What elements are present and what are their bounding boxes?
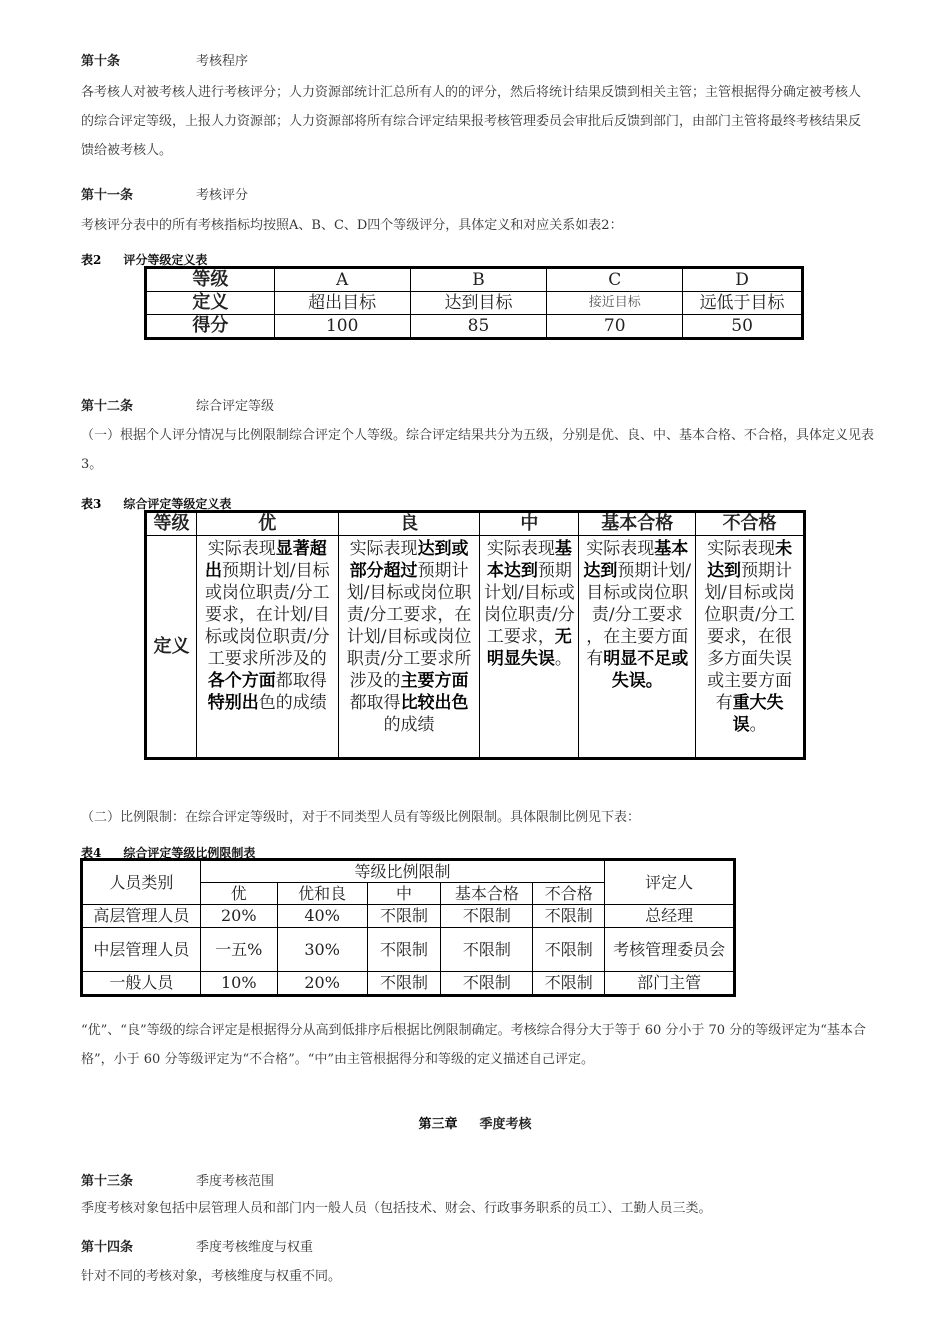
table-cell: 高层管理人员 (83, 905, 201, 928)
table-cell: 不限制 (441, 928, 533, 972)
table-cell: 不限制 (441, 905, 533, 928)
table-header-cell: 优 (200, 883, 277, 905)
table-cell: 10% (200, 972, 277, 995)
table4-caption (81, 844, 255, 861)
emphasis-text: 主要方面 (400, 671, 469, 691)
article-11-number: 第十一条 (81, 188, 134, 203)
table4-caption-number: 表4 (81, 846, 102, 860)
definition-cell-fail (696, 536, 804, 758)
emphasis-text: 未达到 (707, 539, 793, 581)
table2-caption-number: 表2 (81, 253, 102, 267)
table-header-cell: 基本合格 (579, 513, 696, 536)
ratio-limit-text: （二）比例限制：在综合评定等级时，对于不同类型人员有等级比例限制。具体限制比例见下表： (81, 810, 641, 825)
article-12-title: 综合评定等级 (196, 399, 275, 414)
table-header-cell: 良 (338, 513, 480, 536)
table-cell: 50 (683, 315, 802, 338)
article-14-title: 季度考核维度与权重 (196, 1240, 314, 1255)
table-cell: 接近目标 (547, 292, 683, 315)
grade-rule-text: “优”、“良”等级的综合评定是根据得分从高到低排序后根据比例限制确定。考核综合得分大于等于 60 分小于 70 分的等级评定为“基本合格”，小于 60 分等级评定为“不合格”。“中”由主管根据得分和等级的定义描述自己评定。 (81, 1023, 866, 1067)
table-cell: 部门主管 (605, 972, 734, 995)
definition-text: 预期计划/目标或岗位职责/分工要求，在很多方面失误或主要方面有 (704, 561, 795, 713)
definition-text: 预期计划/目标或岗位职责/分工要求，在计划/目标或岗位职责/分工要求所涉及的 (346, 561, 472, 691)
table-row (147, 269, 802, 292)
article-11-title: 考核评分 (196, 188, 249, 203)
table-cell: 85 (410, 315, 547, 338)
ratio-limit-table (82, 860, 734, 995)
table-row (83, 972, 734, 995)
table-header-cell: C (547, 269, 683, 292)
table-header-cell: 评定人 (605, 861, 734, 905)
table-cell: 40% (277, 905, 367, 928)
table3-caption-number: 表3 (81, 497, 102, 511)
table-header-cell: 不合格 (696, 513, 804, 536)
article-10-number: 第十条 (81, 54, 121, 69)
definition-text: 实际表现 (207, 539, 276, 559)
table2-caption (81, 251, 207, 268)
article-13-number: 第十三条 (81, 1174, 134, 1189)
table3-caption (81, 495, 231, 512)
article-13-text: 季度考核对象包括中层管理人员和部门内一般人员（包括技术、财会、行政事务职系的员工）、工勤人员三类。 (81, 1201, 712, 1216)
chapter-number: 第三章 (418, 1117, 458, 1132)
table-cell: 超出目标 (274, 292, 410, 315)
table-row (83, 905, 734, 928)
definition-text: 预期计划/目标或岗位职责/分工要求，在计划/目标或岗位职责/分工要求所涉及的 (204, 561, 330, 669)
emphasis-text: 各个方面 (207, 671, 276, 691)
table-header-cell: B (410, 269, 547, 292)
emphasis-text: 基本达到 (583, 539, 689, 581)
definition-text: 实际表现 (707, 539, 776, 559)
table-header-cell: 人员类别 (83, 861, 201, 905)
definition-cell-average (480, 536, 579, 758)
table4-caption-title: 综合评定等级比例限制表 (123, 846, 256, 860)
table-header-cell: 优和良 (277, 883, 367, 905)
article-12-text: （一）根据个人评分情况与比例限制综合评定个人等级。综合评定结果共分为五级，分别是优、良、中、基本合格、不合格，具体定义见表3。 (81, 428, 875, 472)
table-cell: 20% (200, 905, 277, 928)
definition-cell-excellent (196, 536, 338, 758)
article-12-number: 第十二条 (81, 399, 134, 414)
article-11-text: 考核评分表中的所有考核指标均按照A、B、C、D四个等级评分，具体定义和对应关系如表2： (81, 218, 623, 233)
definition-text: 都取得 (275, 671, 327, 691)
definition-text: 色的成绩 (258, 693, 327, 713)
table-header-cell: D (683, 269, 802, 292)
table-row (147, 292, 802, 315)
table-header-cell: 等级 (147, 513, 197, 536)
table-cell: 30% (277, 928, 367, 972)
table-header-cell: 基本合格 (441, 883, 533, 905)
table-cell: 一般人员 (83, 972, 201, 995)
emphasis-text: 比较出色 (400, 693, 469, 713)
article-10-title: 考核程序 (196, 54, 249, 69)
table-header-cell: 中 (367, 883, 441, 905)
table3-caption-title: 综合评定等级定义表 (123, 497, 232, 511)
table-cell: 远低于目标 (683, 292, 802, 315)
table-cell: 达到目标 (410, 292, 547, 315)
emphasis-text: 基本达到 (486, 539, 572, 581)
table-cell: 100 (274, 315, 410, 338)
table-row-label: 定义 (147, 292, 275, 315)
emphasis-text: 无明显失误 (486, 627, 572, 669)
table-header-cell: 中 (480, 513, 579, 536)
definition-text: 实际表现 (349, 539, 418, 559)
definition-text: 。 (749, 715, 767, 735)
definition-text: 都取得 (349, 693, 401, 713)
table-cell: 不限制 (367, 928, 441, 972)
table-row (147, 536, 804, 758)
chapter-heading (0, 1113, 950, 1132)
definition-cell-good (338, 536, 480, 758)
emphasis-text: 明显不足或失误。 (603, 649, 689, 691)
table-row (83, 861, 734, 883)
table-header-cell: 等级比例限制 (200, 861, 604, 883)
table-row (147, 513, 804, 536)
article-14-number: 第十四条 (81, 1240, 134, 1255)
article-13-title: 季度考核范围 (196, 1174, 275, 1189)
definition-text: 预期计划/目标或岗位职责/分工要求 ，在主要方面有 (586, 561, 692, 669)
emphasis-text: 达到或部分超过 (349, 539, 469, 581)
definition-text: 预期计划/目标或岗位职责/分工要求， (484, 561, 575, 647)
table-cell: 不限制 (533, 972, 605, 995)
table2-caption-title: 评分等级定义表 (123, 253, 208, 267)
chapter-title: 季度考核 (479, 1117, 532, 1132)
table-cell: 考核管理委员会 (605, 928, 734, 972)
table-cell: 一五% (200, 928, 277, 972)
grade-definition-table (146, 268, 802, 338)
table-cell: 70 (547, 315, 683, 338)
definition-text: 实际表现 (586, 539, 655, 559)
definition-text: 实际表现 (486, 539, 555, 559)
table-row (83, 928, 734, 972)
table-header-cell: 不合格 (533, 883, 605, 905)
table-cell: 20% (277, 972, 367, 995)
table-header-cell: 等级 (147, 269, 275, 292)
table-cell: 不限制 (533, 928, 605, 972)
article-10-text: 各考核人对被考核人进行考核评分；人力资源部统计汇总所有人的的评分，然后将统计结果反馈到相关主管；主管根据得分确定被考核人的综合评定等级，上报人力资源部；人力资源部将所有综合评定结果报考核管理委员会审批后反馈到部门，由部门主管将最终考核结果反馈给被考核人。 (81, 85, 862, 158)
table-cell: 不限制 (533, 905, 605, 928)
overall-grade-definition-table (146, 512, 804, 758)
emphasis-text: 重大失误 (732, 693, 784, 735)
table-header-cell: A (274, 269, 410, 292)
table-cell: 中层管理人员 (83, 928, 201, 972)
table-cell: 不限制 (367, 905, 441, 928)
table-cell: 总经理 (605, 905, 734, 928)
article-14-text: 针对不同的考核对象，考核维度与权重不同。 (81, 1269, 342, 1284)
table-row-label: 得分 (147, 315, 275, 338)
definition-text: 的成绩 (383, 715, 435, 735)
table-header-cell: 优 (196, 513, 338, 536)
definition-cell-basic-pass (579, 536, 696, 758)
emphasis-text: 特别出 (207, 693, 259, 713)
table-row (147, 315, 802, 338)
emphasis-text: 显著超出 (204, 539, 327, 581)
table-row-label: 定义 (147, 536, 197, 758)
table-cell: 不限制 (367, 972, 441, 995)
table-cell: 不限制 (441, 972, 533, 995)
definition-text: 。 (554, 649, 572, 669)
